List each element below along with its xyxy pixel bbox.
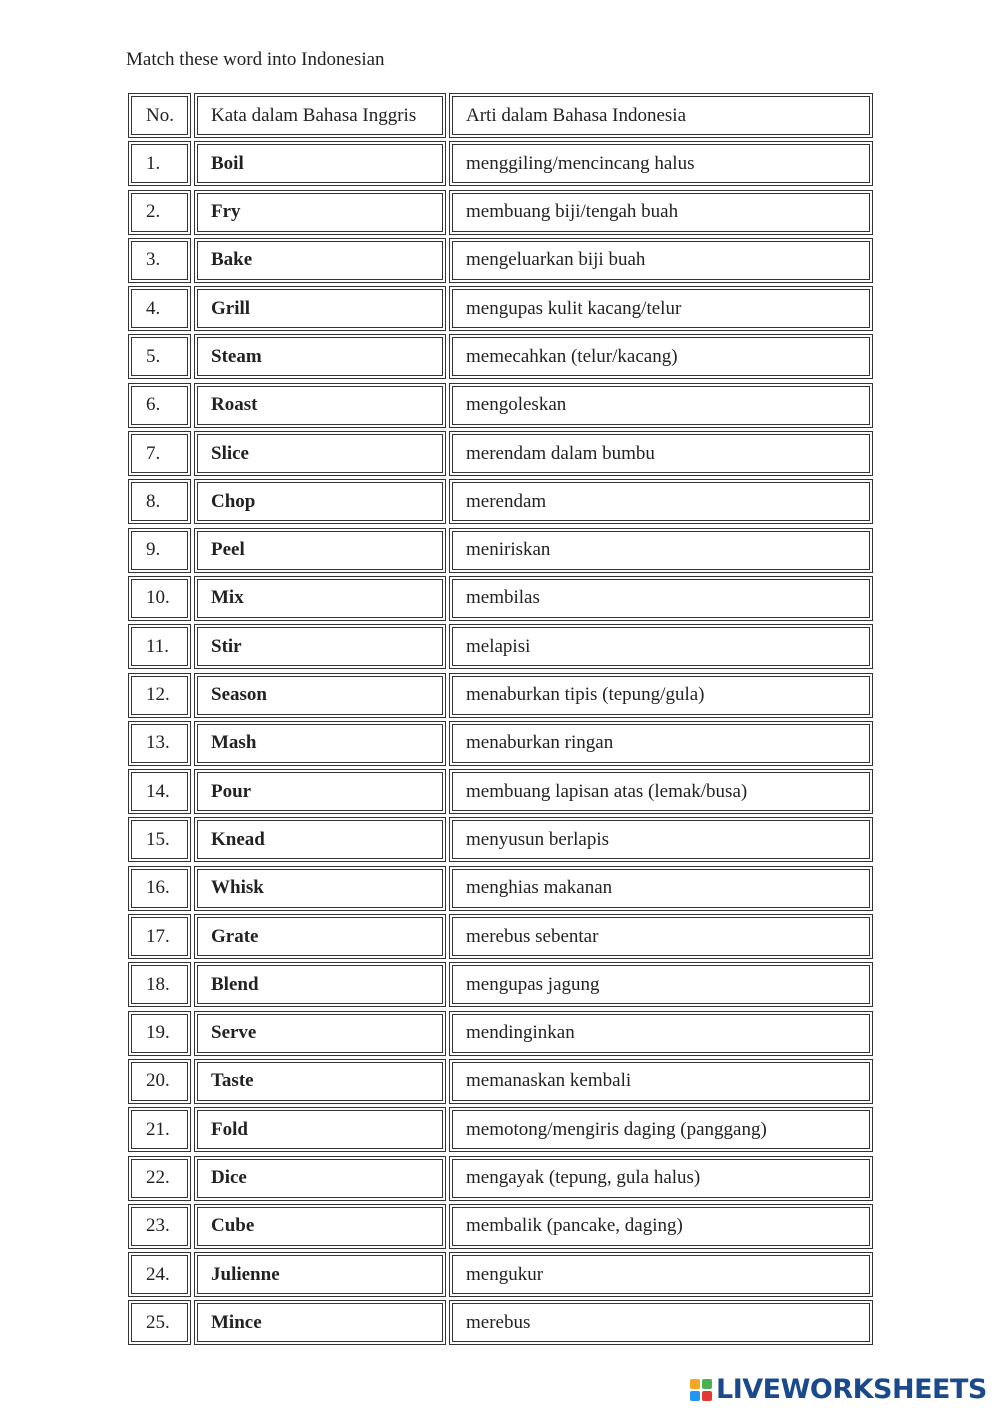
table-row (128, 431, 873, 479)
table-row (128, 190, 873, 238)
indonesian-meaning: membuang biji/tengah buah (449, 190, 873, 235)
row-number: 25. (128, 1300, 191, 1345)
table-row (128, 383, 873, 431)
english-word: Slice (194, 431, 446, 476)
logo-square-icon (690, 1379, 700, 1389)
row-number: 20. (128, 1059, 191, 1104)
table-row (128, 1300, 873, 1348)
table-row (128, 141, 873, 189)
english-word: Pour (194, 769, 446, 814)
indonesian-meaning: merendam dalam bumbu (449, 431, 873, 476)
indonesian-meaning: menghias makanan (449, 866, 873, 911)
row-number: 24. (128, 1252, 191, 1297)
table-body (128, 141, 873, 1348)
row-number: 14. (128, 769, 191, 814)
table-row (128, 479, 873, 527)
liveworksheets-logo-text: LIVEWORKSHEETS (716, 1374, 987, 1405)
table-row (128, 334, 873, 382)
indonesian-meaning: mengoleskan (449, 383, 873, 428)
header-english-word: Kata dalam Bahasa Inggris (194, 93, 446, 138)
english-word: Dice (194, 1156, 446, 1201)
english-word: Cube (194, 1204, 446, 1249)
table-row (128, 721, 873, 769)
row-number: 8. (128, 479, 191, 524)
english-word: Fry (194, 190, 446, 235)
indonesian-meaning: memecahkan (telur/kacang) (449, 334, 873, 379)
row-number: 6. (128, 383, 191, 428)
row-number: 3. (128, 238, 191, 283)
logo-square-icon (702, 1379, 712, 1389)
indonesian-meaning: menyusun berlapis (449, 817, 873, 862)
indonesian-meaning: merebus sebentar (449, 914, 873, 959)
row-number: 15. (128, 817, 191, 862)
english-word: Boil (194, 141, 446, 186)
english-word: Peel (194, 528, 446, 573)
row-number: 13. (128, 721, 191, 766)
table-row (128, 1156, 873, 1204)
row-number: 5. (128, 334, 191, 379)
english-word: Serve (194, 1011, 446, 1056)
indonesian-meaning: membuang lapisan atas (lemak/busa) (449, 769, 873, 814)
indonesian-meaning: mengupas jagung (449, 962, 873, 1007)
indonesian-meaning: membilas (449, 576, 873, 621)
table-row (128, 286, 873, 334)
table-row (128, 1059, 873, 1107)
row-number: 17. (128, 914, 191, 959)
row-number: 18. (128, 962, 191, 1007)
indonesian-meaning: mengeluarkan biji buah (449, 238, 873, 283)
row-number: 4. (128, 286, 191, 331)
indonesian-meaning: memotong/mengiris daging (panggang) (449, 1107, 873, 1152)
indonesian-meaning: merebus (449, 1300, 873, 1345)
english-word: Stir (194, 624, 446, 669)
indonesian-meaning: menaburkan tipis (tepung/gula) (449, 673, 873, 718)
matching-table (128, 93, 873, 1349)
english-word: Julienne (194, 1252, 446, 1297)
indonesian-meaning: merendam (449, 479, 873, 524)
row-number: 2. (128, 190, 191, 235)
row-number: 7. (128, 431, 191, 476)
table-row (128, 962, 873, 1010)
liveworksheets-logo (690, 1374, 987, 1405)
english-word: Roast (194, 383, 446, 428)
header-number: No. (128, 93, 191, 138)
row-number: 22. (128, 1156, 191, 1201)
table-row (128, 1204, 873, 1252)
indonesian-meaning: mengayak (tepung, gula halus) (449, 1156, 873, 1201)
table-row (128, 238, 873, 286)
row-number: 10. (128, 576, 191, 621)
english-word: Bake (194, 238, 446, 283)
english-word: Whisk (194, 866, 446, 911)
row-number: 11. (128, 624, 191, 669)
row-number: 1. (128, 141, 191, 186)
indonesian-meaning: mendinginkan (449, 1011, 873, 1056)
table-header-row (128, 93, 873, 141)
table-row (128, 1252, 873, 1300)
row-number: 16. (128, 866, 191, 911)
english-word: Mash (194, 721, 446, 766)
instruction-text: Match these word into Indonesian (126, 49, 385, 70)
indonesian-meaning: menaburkan ringan (449, 721, 873, 766)
english-word: Knead (194, 817, 446, 862)
indonesian-meaning: meniriskan (449, 528, 873, 573)
row-number: 9. (128, 528, 191, 573)
table-row (128, 673, 873, 721)
table-row (128, 528, 873, 576)
table-row (128, 866, 873, 914)
table-row (128, 914, 873, 962)
english-word: Taste (194, 1059, 446, 1104)
english-word: Mix (194, 576, 446, 621)
indonesian-meaning: mengukur (449, 1252, 873, 1297)
english-word: Chop (194, 479, 446, 524)
english-word: Fold (194, 1107, 446, 1152)
english-word: Blend (194, 962, 446, 1007)
english-word: Grill (194, 286, 446, 331)
table-row (128, 1107, 873, 1155)
header-indonesian-meaning: Arti dalam Bahasa Indonesia (449, 93, 873, 138)
logo-square-icon (690, 1391, 700, 1401)
row-number: 21. (128, 1107, 191, 1152)
row-number: 23. (128, 1204, 191, 1249)
table-row (128, 624, 873, 672)
liveworksheets-logo-icon (690, 1379, 712, 1401)
table-row (128, 1011, 873, 1059)
row-number: 19. (128, 1011, 191, 1056)
english-word: Grate (194, 914, 446, 959)
english-word: Steam (194, 334, 446, 379)
indonesian-meaning: membalik (pancake, daging) (449, 1204, 873, 1249)
indonesian-meaning: memanaskan kembali (449, 1059, 873, 1104)
table-row (128, 817, 873, 865)
english-word: Season (194, 673, 446, 718)
table-row (128, 769, 873, 817)
indonesian-meaning: menggiling/mencincang halus (449, 141, 873, 186)
indonesian-meaning: melapisi (449, 624, 873, 669)
indonesian-meaning: mengupas kulit kacang/telur (449, 286, 873, 331)
row-number: 12. (128, 673, 191, 718)
table-row (128, 576, 873, 624)
logo-square-icon (702, 1391, 712, 1401)
english-word: Mince (194, 1300, 446, 1345)
